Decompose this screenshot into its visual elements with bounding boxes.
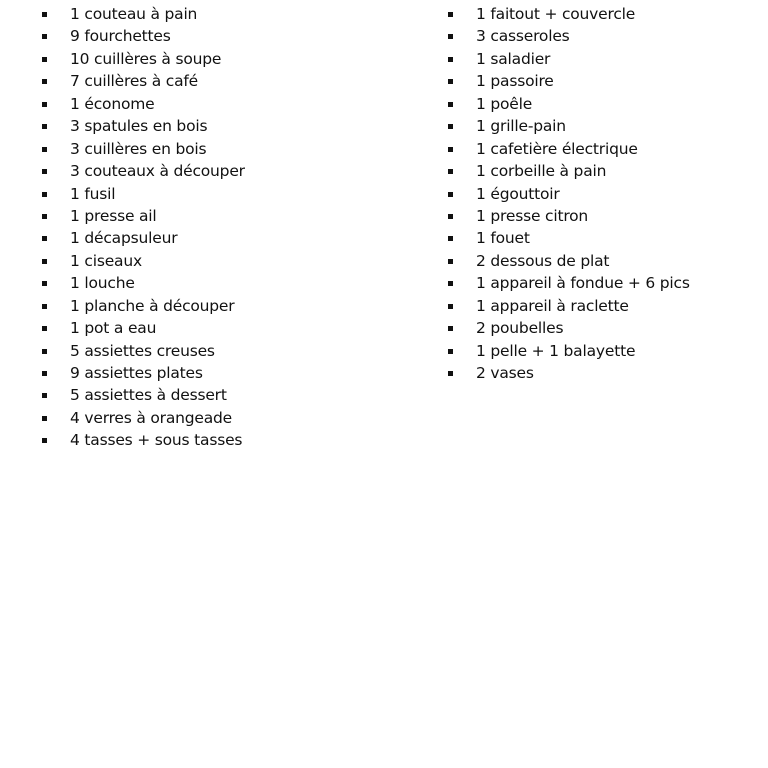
item-label: 9 fourchettes xyxy=(70,27,171,46)
square-bullet-icon xyxy=(42,416,47,421)
square-bullet-icon xyxy=(42,349,47,354)
item-label: 1 couteau à pain xyxy=(70,5,198,23)
inventory-list-right xyxy=(446,3,756,384)
item-label: 1 faitout + couvercle xyxy=(476,5,636,23)
square-bullet-icon xyxy=(42,79,47,84)
square-bullet-icon xyxy=(448,34,453,39)
square-bullet-icon xyxy=(42,304,47,309)
list-item xyxy=(446,25,756,47)
list-item xyxy=(40,70,400,92)
item-label: 3 casseroles xyxy=(476,27,570,46)
square-bullet-icon xyxy=(448,147,453,152)
list-item xyxy=(446,340,756,362)
square-bullet-icon xyxy=(42,281,47,286)
item-label: 1 presse citron xyxy=(476,206,589,225)
item-label: 3 couteaux à découper xyxy=(70,162,245,181)
square-bullet-icon xyxy=(448,281,453,286)
list-item xyxy=(40,3,400,25)
list-item xyxy=(446,3,756,25)
square-bullet-icon xyxy=(42,102,47,107)
square-bullet-icon xyxy=(448,124,453,129)
square-bullet-icon xyxy=(42,124,47,129)
item-label: 9 assiettes plates xyxy=(70,364,203,382)
square-bullet-icon xyxy=(448,236,453,241)
item-label: 2 vases xyxy=(476,364,534,382)
list-item xyxy=(40,429,400,451)
list-item xyxy=(446,138,756,160)
list-item xyxy=(446,115,756,137)
list-item xyxy=(446,48,756,70)
item-label: 1 poêle xyxy=(476,94,533,113)
item-label: 10 cuillères à soupe xyxy=(70,49,222,68)
list-item xyxy=(40,362,400,384)
square-bullet-icon xyxy=(42,34,47,39)
square-bullet-icon xyxy=(42,12,47,17)
list-item xyxy=(40,25,400,47)
item-label: 1 corbeille à pain xyxy=(476,162,607,181)
square-bullet-icon xyxy=(448,214,453,219)
list-item xyxy=(40,93,400,115)
list-item xyxy=(446,250,756,272)
list-item xyxy=(446,70,756,92)
list-item xyxy=(40,160,400,182)
item-label: 5 assiettes creuses xyxy=(70,341,215,360)
item-label: 2 dessous de plat xyxy=(476,251,610,270)
item-label: 2 poubelles xyxy=(476,319,564,338)
square-bullet-icon xyxy=(448,12,453,17)
item-label: 1 pelle + 1 balayette xyxy=(476,341,636,360)
list-item xyxy=(446,362,756,384)
item-label: 3 cuillères en bois xyxy=(70,139,207,158)
square-bullet-icon xyxy=(42,438,47,443)
square-bullet-icon xyxy=(448,349,453,354)
list-item xyxy=(40,295,400,317)
item-label: 1 économe xyxy=(70,94,155,113)
list-item xyxy=(40,250,400,272)
item-label: 1 décapsuleur xyxy=(70,229,178,248)
list-item xyxy=(446,93,756,115)
item-label: 1 grille-pain xyxy=(476,117,566,136)
square-bullet-icon xyxy=(42,169,47,174)
square-bullet-icon xyxy=(448,304,453,309)
list-item xyxy=(40,340,400,362)
list-item xyxy=(446,205,756,227)
list-item xyxy=(40,205,400,227)
square-bullet-icon xyxy=(448,259,453,264)
item-label: 1 pot a eau xyxy=(70,319,157,338)
list-item xyxy=(40,272,400,294)
list-item xyxy=(446,295,756,317)
list-item xyxy=(446,183,756,205)
list-item xyxy=(40,183,400,205)
list-item xyxy=(40,138,400,160)
item-label: 3 spatules en bois xyxy=(70,117,208,136)
list-item xyxy=(446,227,756,249)
square-bullet-icon xyxy=(42,326,47,331)
item-label: 1 fusil xyxy=(70,184,116,203)
square-bullet-icon xyxy=(448,326,453,331)
square-bullet-icon xyxy=(448,102,453,107)
item-label: 4 tasses + sous tasses xyxy=(70,431,243,450)
item-label: 1 appareil à fondue + 6 pics xyxy=(476,274,690,293)
square-bullet-icon xyxy=(448,57,453,62)
square-bullet-icon xyxy=(448,371,453,376)
item-label: 1 passoire xyxy=(476,72,554,91)
item-label: 1 louche xyxy=(70,274,135,293)
item-label: 5 assiettes à dessert xyxy=(70,386,227,405)
item-label: 1 planche à découper xyxy=(70,296,235,315)
list-item xyxy=(40,227,400,249)
item-label: 1 fouet xyxy=(476,229,530,248)
square-bullet-icon xyxy=(42,393,47,398)
square-bullet-icon xyxy=(42,371,47,376)
square-bullet-icon xyxy=(42,236,47,241)
list-item xyxy=(40,115,400,137)
list-item xyxy=(446,317,756,339)
square-bullet-icon xyxy=(448,192,453,197)
item-label: 1 presse ail xyxy=(70,206,157,225)
square-bullet-icon xyxy=(448,79,453,84)
item-label: 4 verres à orangeade xyxy=(70,408,233,427)
item-label: 1 cafetière électrique xyxy=(476,139,638,158)
item-label: 1 égouttoir xyxy=(476,184,560,203)
list-item xyxy=(40,317,400,339)
item-label: 1 appareil à raclette xyxy=(476,296,629,315)
square-bullet-icon xyxy=(448,169,453,174)
square-bullet-icon xyxy=(42,259,47,264)
list-item xyxy=(446,160,756,182)
list-item xyxy=(446,272,756,294)
item-label: 1 saladier xyxy=(476,49,551,68)
item-label: 7 cuillères à café xyxy=(70,72,198,91)
square-bullet-icon xyxy=(42,57,47,62)
square-bullet-icon xyxy=(42,192,47,197)
item-label: 1 ciseaux xyxy=(70,251,142,270)
square-bullet-icon xyxy=(42,147,47,152)
list-item xyxy=(40,48,400,70)
inventory-list-left xyxy=(40,3,400,452)
list-item xyxy=(40,384,400,406)
list-item xyxy=(40,407,400,429)
square-bullet-icon xyxy=(42,214,47,219)
